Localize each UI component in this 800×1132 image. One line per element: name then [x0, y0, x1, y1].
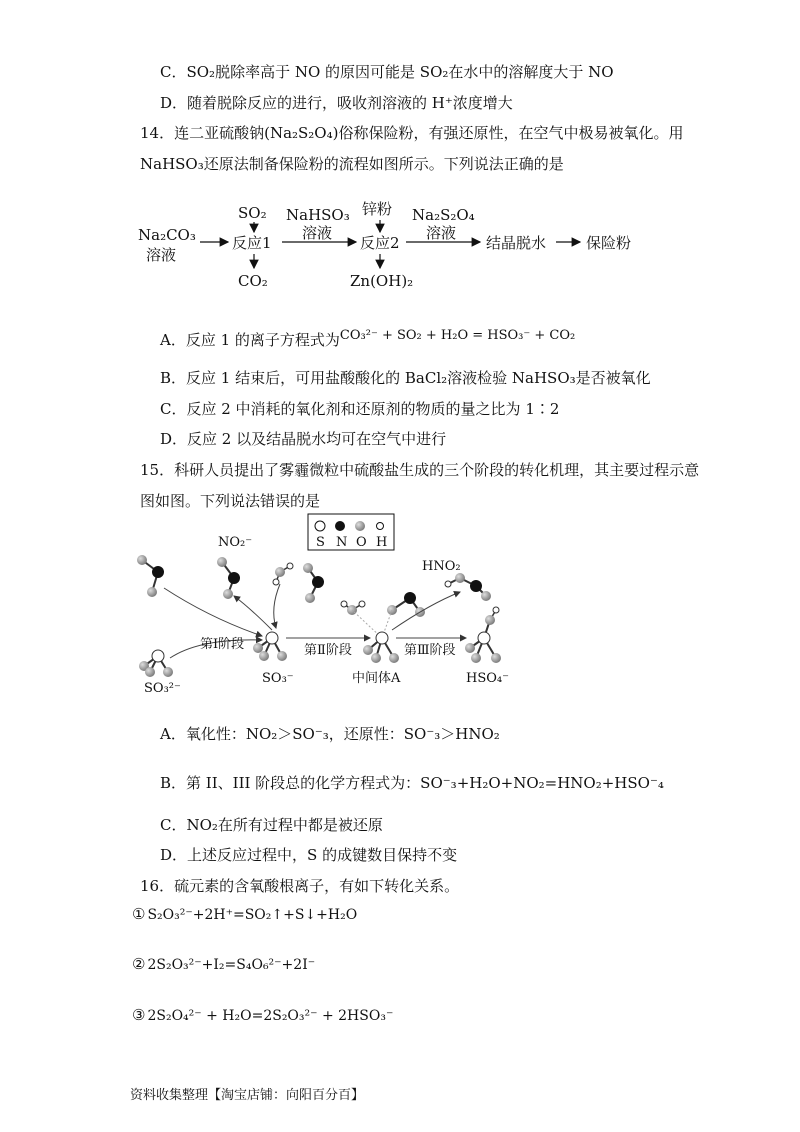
- q15-stem-line1: 15．科研人员提出了雾霾微粒中硫酸盐生成的三个阶段的转化机理，其主要过程示意: [140, 461, 700, 479]
- q16-eq2-number: ②: [132, 955, 146, 973]
- flow-znoh2: Zn(OH)₂: [350, 272, 414, 290]
- q15-option-d: D．上述反应过程中，S 的成键数目保持不变: [160, 846, 458, 864]
- legend-h: H: [376, 535, 388, 550]
- so3-2minus-molecule: [139, 650, 173, 677]
- q14-option-c: C．反应 2 中消耗的氧化剂和还原剂的物质的量之比为 1∶2: [160, 400, 560, 418]
- q16-eq1-text: S₂O₃²⁻+2H⁺=SO₂↑+S↓+H₂O: [147, 907, 358, 923]
- label-hso4-minus: HSO₄⁻: [466, 671, 509, 686]
- q16-eq3-number: ③: [132, 1006, 146, 1024]
- q15-stem-line2: 图如图。下列说法错误的是: [140, 492, 321, 510]
- flow-arrow3-top: Na₂S₂O₄: [412, 206, 475, 224]
- q14-option-b: B．反应 1 结束后，可用盐酸酸化的 BaCl₂溶液检验 NaHSO₃是否被氧化: [160, 369, 651, 387]
- flow-arrow2-top: NaHSO₃: [286, 206, 350, 224]
- intermediate-a-molecule: [352, 610, 399, 663]
- q16-equation-2: [132, 955, 315, 973]
- flow-co2: CO₂: [238, 272, 268, 290]
- label-no2-minus: NO₂⁻: [218, 535, 253, 550]
- atom-legend: [308, 514, 394, 550]
- q14-flowchart: [130, 196, 670, 292]
- flow-arrow2-bottom: 溶液: [302, 224, 333, 242]
- q16-eq1-number: ①: [132, 905, 146, 923]
- q13-option-c: C．SO₂脱除率高于 NO 的原因可能是 SO₂在水中的溶解度大于 NO: [160, 63, 614, 81]
- q15-mechanism-diagram: [130, 508, 670, 708]
- label-stage2: 第Ⅱ阶段: [304, 643, 352, 658]
- flow-product: 保险粉: [586, 234, 632, 252]
- legend-o: O: [356, 535, 367, 550]
- q14-option-a-equation: CO₃²⁻ + SO₂ + H₂O = HSO₃⁻ + CO₂: [339, 328, 576, 343]
- q14-stem-line2: NaHSO₃还原法制备保险粉的流程如图所示。下列说法正确的是: [140, 155, 564, 173]
- q16-equation-1: [132, 905, 357, 923]
- label-stage3: 第Ⅲ阶段: [404, 643, 456, 658]
- label-so3-minus: SO₃⁻: [262, 671, 294, 686]
- page-footer: 资料收集整理【淘宝店铺：向阳百分百】: [130, 1088, 365, 1103]
- flow-reaction2: 反应2: [360, 234, 400, 252]
- q14-option-d: D．反应 2 以及结晶脱水均可在空气中进行: [160, 430, 447, 448]
- legend-s: S: [316, 535, 325, 550]
- h2o-and-no2-stage2: [273, 563, 324, 603]
- so3-minus-molecule: [253, 632, 287, 661]
- h2o-and-no2-stage3: [341, 592, 425, 617]
- label-stage1: 第Ⅰ阶段: [200, 637, 245, 652]
- flow-zinc: 锌粉: [362, 200, 393, 218]
- label-intermediate-a: 中间体A: [352, 671, 401, 686]
- q14-option-a-prefix: A．反应 1 的离子方程式为: [160, 331, 340, 349]
- q14-option-a: [160, 330, 575, 352]
- flow-arrow3-bottom: 溶液: [426, 224, 457, 242]
- flow-start-bottom: 溶液: [146, 246, 177, 264]
- flow-crystal: 结晶脱水: [486, 234, 547, 252]
- q13-option-d: D．随着脱除反应的进行，吸收剂溶液的 H⁺浓度增大: [160, 94, 513, 112]
- no2-minus-molecule: [217, 557, 240, 599]
- label-hno2: HNO₂: [422, 559, 461, 574]
- q15-option-c: C．NO₂在所有过程中都是被还原: [160, 816, 383, 834]
- q14-stem-line1: 14．连二亚硫酸钠(Na₂S₂O₄)俗称保险粉，有强还原性，在空气中极易被氧化。用: [140, 124, 684, 142]
- flow-reaction1: 反应1: [232, 234, 272, 252]
- q16-equation-3: [132, 1006, 393, 1024]
- flow-start-top: Na₂CO₃: [138, 226, 196, 244]
- hso4-minus-molecule: [465, 607, 501, 663]
- q15-option-b: B．第 II、III 阶段总的化学方程式为：SO⁻₃+H₂O+NO₂=HNO₂+HSO⁻₄: [160, 774, 664, 792]
- label-so3-2minus: SO₃²⁻: [144, 681, 181, 696]
- q15-option-a: A．氧化性：NO₂＞SO⁻₃，还原性：SO⁻₃＞HNO₂: [160, 725, 500, 743]
- q16-stem: 16．硫元素的含氧酸根离子，有如下转化关系。: [140, 877, 460, 895]
- hno2-molecule: [445, 573, 491, 601]
- legend-n: N: [336, 535, 348, 550]
- q16-eq3-text: 2S₂O₄²⁻ + H₂O=2S₂O₃²⁻ + 2HSO₃⁻: [147, 1008, 394, 1024]
- q16-eq2-text: 2S₂O₃²⁻+I₂=S₄O₆²⁻+2I⁻: [147, 957, 316, 973]
- flow-so2: SO₂: [238, 204, 267, 222]
- no2-molecule-left: [137, 555, 164, 597]
